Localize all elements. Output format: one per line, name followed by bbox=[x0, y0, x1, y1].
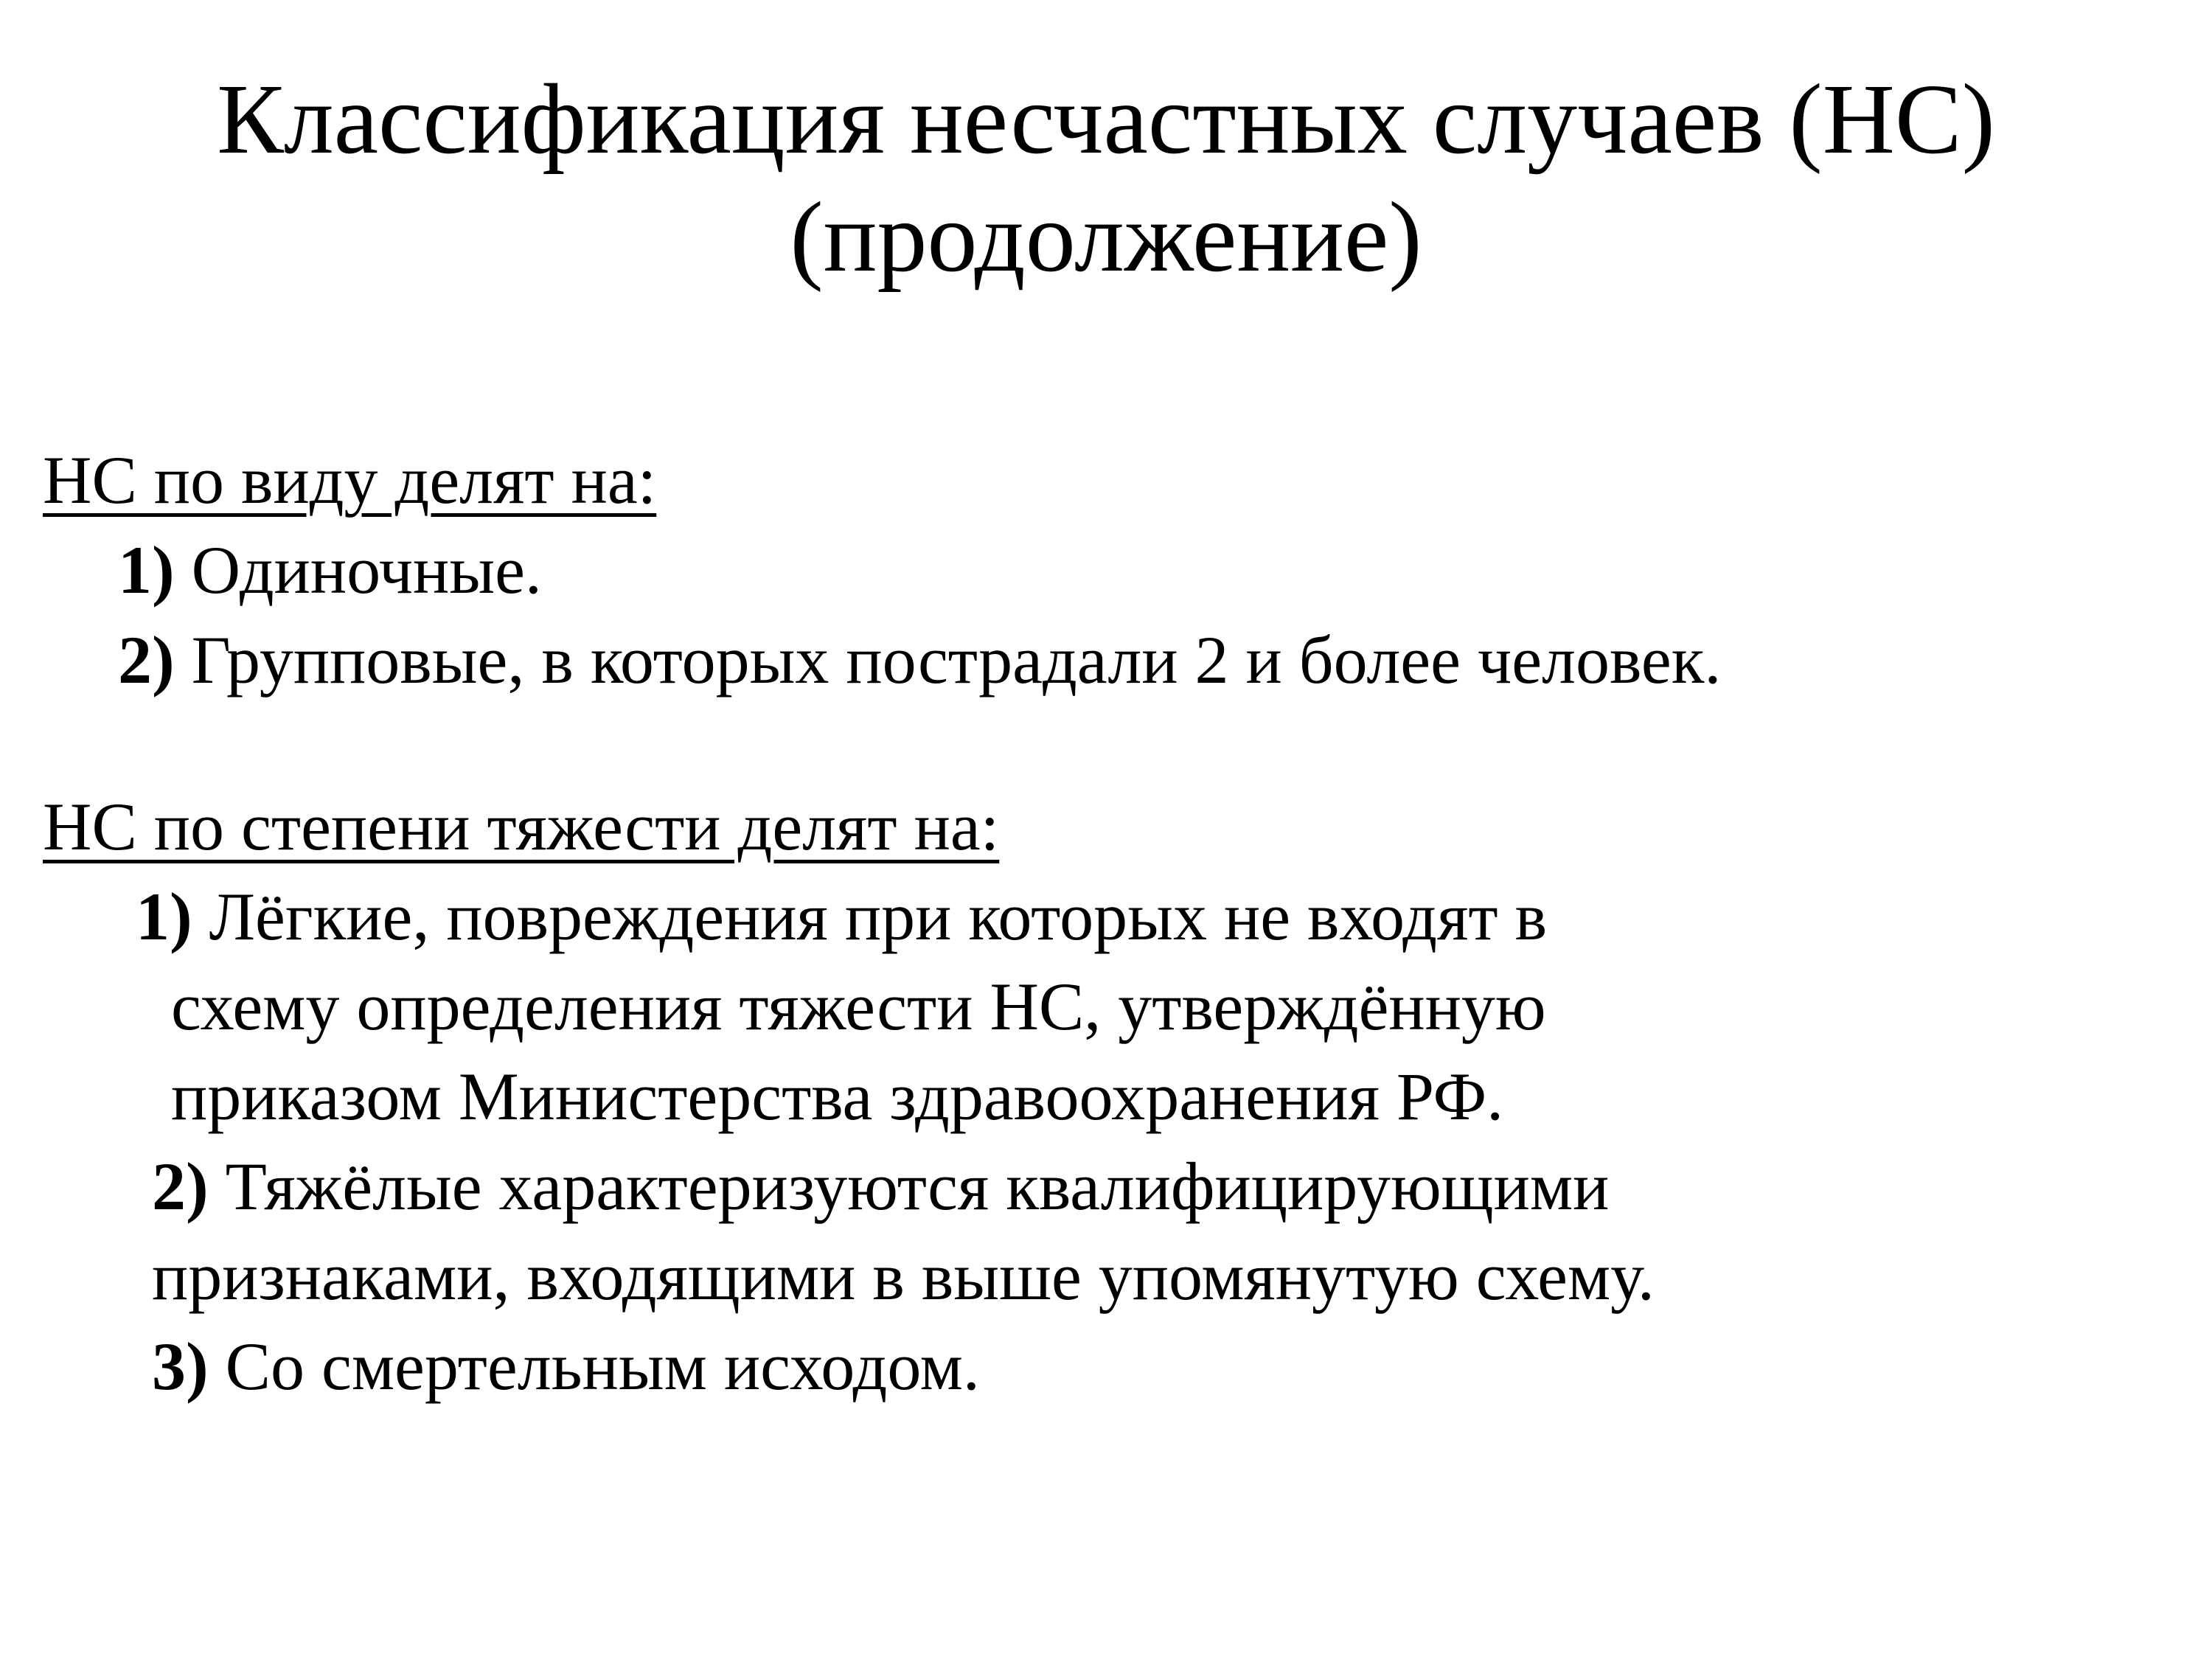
list-item-continuation: приказом Министерства здравоохранения РФ. bbox=[171, 1059, 1504, 1134]
list-item-number: 3) bbox=[152, 1329, 209, 1404]
section-heading-by-type: НС по виду делят на: bbox=[43, 442, 657, 518]
list-item bbox=[118, 615, 1721, 705]
list-item-text: Одиночные. bbox=[191, 532, 542, 608]
list-item bbox=[152, 1141, 1609, 1231]
list-item-text: Со смертельным исходом. bbox=[225, 1329, 980, 1404]
slide-title-line-2: (продолжение) bbox=[790, 182, 1422, 293]
slide-title bbox=[0, 60, 2212, 296]
list-item bbox=[152, 1321, 980, 1411]
list-item bbox=[118, 525, 542, 615]
section-heading-by-severity: НС по степени тяжести делят на: bbox=[43, 789, 1000, 864]
list-item-text: Групповые, в которых пострадали 2 и более человек. bbox=[191, 622, 1722, 698]
list-item bbox=[136, 872, 1547, 961]
list-item-text: Тяжёлые характеризуются квалифицирующими bbox=[225, 1149, 1610, 1224]
list-item-number: 2) bbox=[152, 1149, 209, 1224]
slide-title-line-1: Классификация несчастных случаев (НС) bbox=[217, 64, 1995, 175]
list-item-continuation: схему определения тяжести НС, утверждённую bbox=[171, 969, 1546, 1044]
list-item-number: 1) bbox=[136, 879, 192, 954]
list-item-continuation: признаками, входящими в выше упомянутую схему. bbox=[152, 1239, 1655, 1314]
list-item-text: Лёгкие, повреждения при которых не входят в bbox=[209, 879, 1548, 954]
list-item-number: 2) bbox=[118, 622, 175, 698]
list-item-number: 1) bbox=[118, 532, 175, 608]
